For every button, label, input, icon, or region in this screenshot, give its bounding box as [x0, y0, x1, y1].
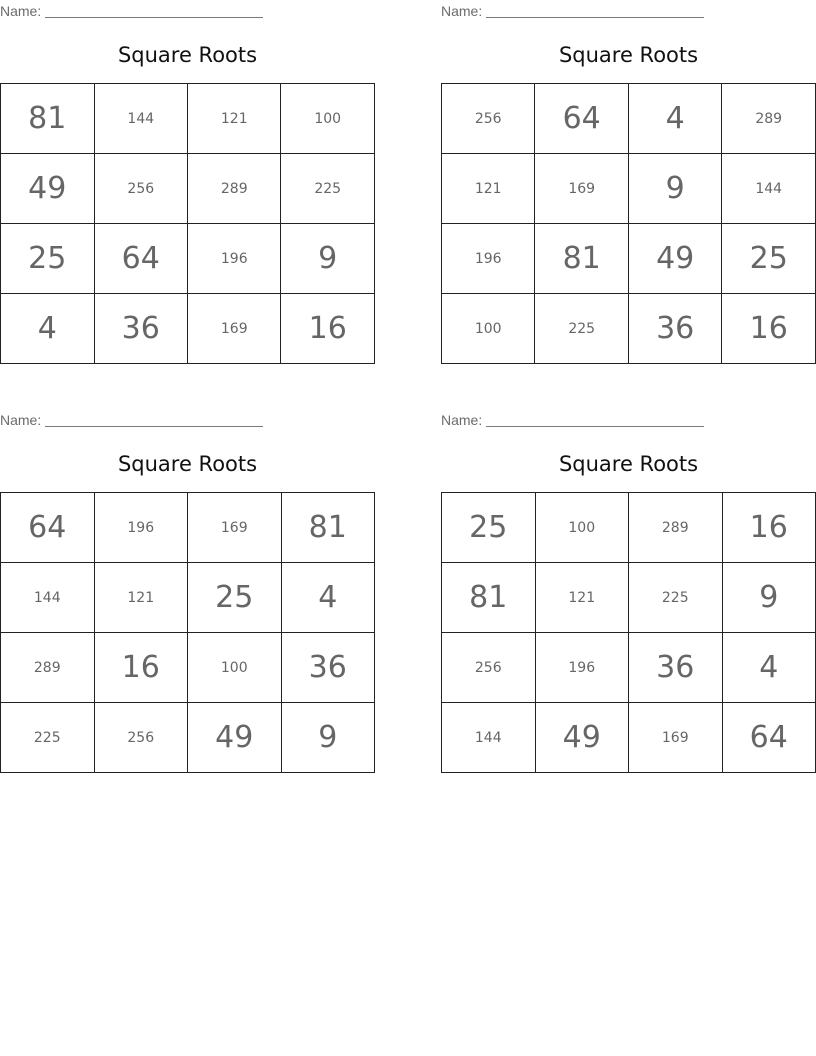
- grid-cell: 25: [1, 224, 95, 294]
- grid-row: [442, 224, 816, 294]
- grid-cell: 36: [94, 294, 188, 364]
- grid-cell: 64: [94, 224, 188, 294]
- grid-cell: 196: [94, 493, 188, 563]
- grid-cell: 81: [442, 563, 536, 633]
- grid-cell: 144: [1, 563, 95, 633]
- grid-cell: 64: [722, 703, 816, 773]
- card-title: Square Roots: [117, 452, 258, 476]
- grid-row: [442, 154, 816, 224]
- grid-cell: 16: [94, 633, 188, 703]
- name-blank-line: [486, 426, 704, 427]
- grid-cell: 289: [1, 633, 95, 703]
- grid-cell: 9: [722, 563, 816, 633]
- grid-cell: 16: [281, 294, 375, 364]
- grid-cell: 4: [628, 84, 722, 154]
- grid-cell: 121: [188, 84, 281, 154]
- grid-cell: 64: [1, 493, 95, 563]
- grid-cell: 81: [281, 493, 375, 563]
- grid-row: [442, 703, 816, 773]
- name-blank-line: [45, 17, 263, 18]
- grid-cell: 64: [535, 84, 629, 154]
- grid-cell: 49: [188, 703, 282, 773]
- grid-cell: 169: [629, 703, 723, 773]
- grid-cell: 25: [442, 493, 536, 563]
- name-label: Name:: [441, 412, 483, 428]
- grid-cell: 36: [629, 633, 723, 703]
- grid-cell: 225: [1, 703, 95, 773]
- name-blank-line: [45, 426, 263, 427]
- grid-cell: 9: [628, 154, 722, 224]
- grid-cell: 36: [628, 294, 722, 364]
- grid-cell: 16: [722, 294, 816, 364]
- grid-row: [1, 84, 375, 154]
- grid-cell: 49: [1, 154, 95, 224]
- number-grid: [441, 492, 816, 773]
- name-blank-line: [486, 17, 704, 18]
- grid-cell: 4: [281, 563, 375, 633]
- grid-cell: 169: [188, 493, 282, 563]
- grid-cell: 81: [535, 224, 629, 294]
- grid-cell: 100: [281, 84, 375, 154]
- card-title: Square Roots: [117, 43, 258, 67]
- grid-cell: 121: [442, 154, 535, 224]
- grid-row: [1, 633, 375, 703]
- number-grid: [441, 83, 816, 364]
- grid-cell: 25: [722, 224, 816, 294]
- grid-cell: 289: [188, 154, 281, 224]
- grid-row: [442, 84, 816, 154]
- card-title: Square Roots: [558, 43, 699, 67]
- grid-cell: 25: [188, 563, 282, 633]
- grid-cell: 169: [188, 294, 281, 364]
- grid-cell: 225: [281, 154, 375, 224]
- grid-cell: 256: [442, 633, 536, 703]
- grid-cell: 100: [442, 294, 535, 364]
- card-title: Square Roots: [558, 452, 699, 476]
- grid-row: [1, 294, 375, 364]
- grid-cell: 4: [1, 294, 95, 364]
- grid-cell: 49: [628, 224, 722, 294]
- grid-cell: 49: [535, 703, 629, 773]
- grid-cell: 256: [94, 703, 188, 773]
- grid-row: [442, 563, 816, 633]
- grid-cell: 144: [442, 703, 536, 773]
- number-grid: [0, 492, 375, 773]
- grid-cell: 144: [722, 154, 816, 224]
- grid-cell: 81: [1, 84, 95, 154]
- grid-row: [442, 493, 816, 563]
- grid-cell: 289: [722, 84, 816, 154]
- grid-row: [1, 563, 375, 633]
- grid-cell: 9: [281, 224, 375, 294]
- grid-cell: 196: [188, 224, 281, 294]
- grid-cell: 121: [94, 563, 188, 633]
- grid-cell: 289: [629, 493, 723, 563]
- grid-cell: 100: [535, 493, 629, 563]
- grid-cell: 256: [442, 84, 535, 154]
- grid-cell: 9: [281, 703, 375, 773]
- grid-row: [1, 493, 375, 563]
- grid-cell: 196: [442, 224, 535, 294]
- grid-cell: 196: [535, 633, 629, 703]
- grid-row: [442, 633, 816, 703]
- grid-row: [1, 224, 375, 294]
- name-label: Name:: [0, 412, 42, 428]
- grid-row: [1, 703, 375, 773]
- grid-cell: 225: [535, 294, 629, 364]
- grid-cell: 144: [94, 84, 188, 154]
- grid-row: [1, 154, 375, 224]
- grid-cell: 4: [722, 633, 816, 703]
- grid-cell: 36: [281, 633, 375, 703]
- number-grid: [0, 83, 375, 364]
- grid-row: [442, 294, 816, 364]
- grid-cell: 100: [188, 633, 282, 703]
- name-label: Name:: [441, 3, 483, 19]
- grid-cell: 169: [535, 154, 629, 224]
- grid-cell: 256: [94, 154, 188, 224]
- grid-cell: 225: [629, 563, 723, 633]
- name-label: Name:: [0, 3, 42, 19]
- grid-cell: 16: [722, 493, 816, 563]
- grid-cell: 121: [535, 563, 629, 633]
